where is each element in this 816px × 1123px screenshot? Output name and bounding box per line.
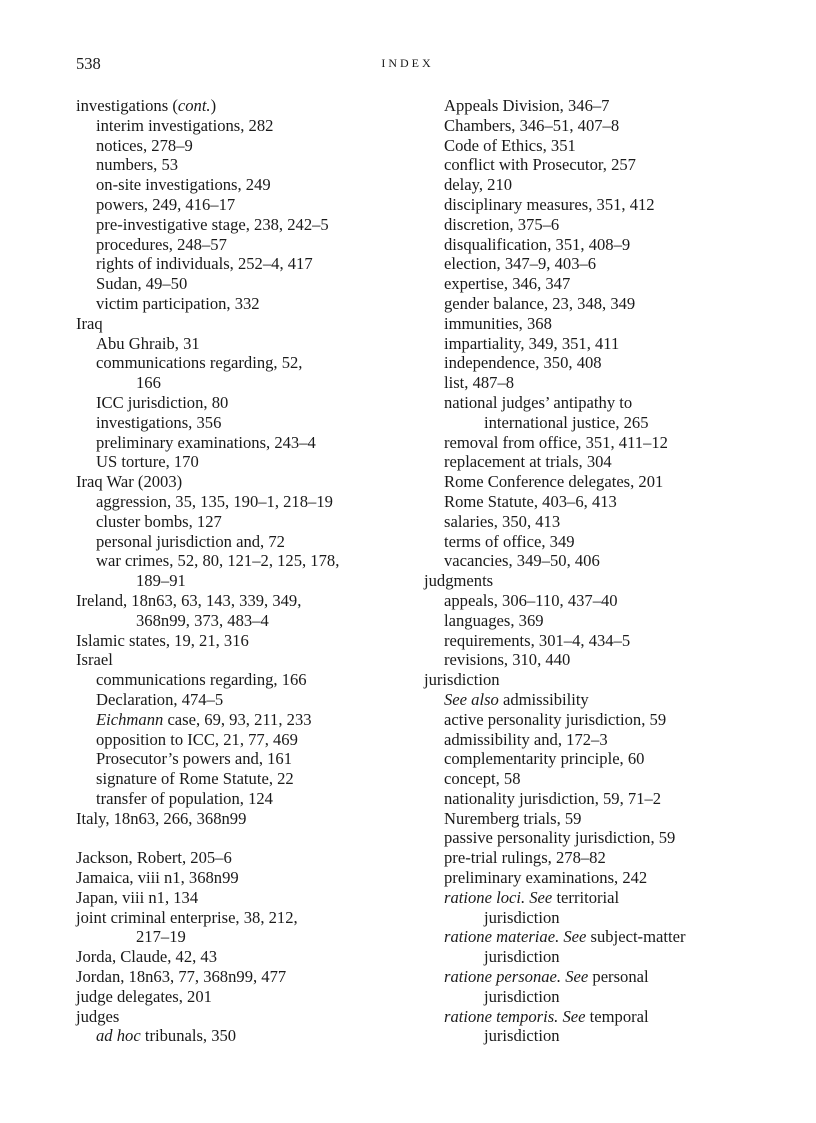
index-subentry: Prosecutor’s powers and, 161 xyxy=(96,749,293,769)
page-number: 538 xyxy=(76,54,101,73)
index-subentry: Eichmann case, 69, 93, 211, 233 xyxy=(96,709,312,729)
index-subentry: Abu Ghraib, 31 xyxy=(96,333,200,353)
index-subentry: communications regarding, 166 xyxy=(96,670,307,690)
index-subentry: Chambers, 346–51, 407–8 xyxy=(444,115,620,135)
index-subentry: revisions, 310, 440 xyxy=(444,650,571,670)
index-subentry: war crimes, 52, 80, 121–2, 125, 178, xyxy=(96,551,340,571)
index-subentry: conflict with Prosecutor, 257 xyxy=(444,155,636,175)
index-subentry: delay, 210 xyxy=(444,175,513,195)
index-subentry: independence, 350, 408 xyxy=(444,353,602,373)
index-heading: Jordan, 18n63, 77, 368n99, 477 xyxy=(76,967,287,987)
index-heading: Iraq xyxy=(76,313,103,333)
index-subentry: on-site investigations, 249 xyxy=(96,175,271,195)
index-subentry: list, 487–8 xyxy=(444,373,515,393)
index-subentry: cluster bombs, 127 xyxy=(96,511,222,531)
index-heading: Ireland, 18n63, 63, 143, 339, 349, xyxy=(76,590,302,610)
index-subentry: See also admissibility xyxy=(444,689,589,709)
index-heading: judgments xyxy=(424,571,494,591)
index-heading: Japan, viii n1, 134 xyxy=(76,887,199,907)
index-subentry: requirements, 301–4, 434–5 xyxy=(444,630,631,650)
running-head: INDEX xyxy=(381,56,434,70)
index-subentry: ad hoc tribunals, 350 xyxy=(96,1026,237,1046)
index-subentry: election, 347–9, 403–6 xyxy=(444,254,597,274)
index-subentry: ratione temporis. See temporal xyxy=(444,1006,649,1026)
index-continuation: international justice, 265 xyxy=(484,412,649,432)
index-subentry: aggression, 35, 135, 190–1, 218–19 xyxy=(96,491,333,511)
index-subentry: passive personality jurisdiction, 59 xyxy=(444,828,676,848)
index-subentry: gender balance, 23, 348, 349 xyxy=(444,293,636,313)
index-subentry: communications regarding, 52, xyxy=(96,353,303,373)
index-heading: joint criminal enterprise, 38, 212, xyxy=(76,907,298,927)
index-subentry: transfer of population, 124 xyxy=(96,788,273,808)
index-heading: investigations (cont.) xyxy=(76,96,217,115)
index-subentry: national judges’ antipathy to xyxy=(444,392,633,412)
index-continuation: 217–19 xyxy=(136,927,186,947)
index-subentry: impartiality, 349, 351, 411 xyxy=(444,333,620,353)
index-subentry: ratione materiae. See subject-matter xyxy=(444,927,686,947)
index-subentry: numbers, 53 xyxy=(96,155,179,175)
index-subentry: ratione loci. See territorial xyxy=(444,887,620,907)
index-subentry: complementarity principle, 60 xyxy=(444,749,645,769)
index-heading: Islamic states, 19, 21, 316 xyxy=(76,630,249,650)
index-subentry: Appeals Division, 346–7 xyxy=(444,96,610,115)
index-subentry: pre-investigative stage, 238, 242–5 xyxy=(96,214,329,234)
index-subentry: powers, 249, 416–17 xyxy=(96,194,236,214)
index-subentry: terms of office, 349 xyxy=(444,531,575,551)
index-continuation: 368n99, 373, 483–4 xyxy=(136,610,269,630)
index-subentry: signature of Rome Statute, 22 xyxy=(96,769,294,789)
index-subentry: Rome Conference delegates, 201 xyxy=(444,472,664,492)
index-subentry: preliminary examinations, 242 xyxy=(444,868,648,888)
index-subentry: concept, 58 xyxy=(444,769,521,789)
index-heading: Jorda, Claude, 42, 43 xyxy=(76,947,218,967)
index-continuation: jurisdiction xyxy=(484,907,560,927)
index-subentry: Declaration, 474–5 xyxy=(96,689,224,709)
index-subentry: Nuremberg trials, 59 xyxy=(444,808,582,828)
index-heading: Iraq War (2003) xyxy=(76,472,183,492)
index-subentry: vacancies, 349–50, 406 xyxy=(444,551,600,571)
index-subentry: notices, 278–9 xyxy=(96,135,193,155)
index-subentry: rights of individuals, 252–4, 417 xyxy=(96,254,313,274)
section-gap xyxy=(76,828,406,848)
index-subentry: Sudan, 49–50 xyxy=(96,274,188,294)
index-subentry: disqualification, 351, 408–9 xyxy=(444,234,631,254)
index-subentry: languages, 369 xyxy=(444,610,544,630)
index-subentry: ratione personae. See personal xyxy=(444,967,649,987)
page-header xyxy=(76,54,739,78)
index-subentry: Rome Statute, 403–6, 413 xyxy=(444,491,617,511)
index-subentry: salaries, 350, 413 xyxy=(444,511,561,531)
index-subentry: interim investigations, 282 xyxy=(96,115,274,135)
index-subentry: ICC jurisdiction, 80 xyxy=(96,392,229,412)
index-subentry: procedures, 248–57 xyxy=(96,234,227,254)
index-subentry: active personality jurisdiction, 59 xyxy=(444,709,667,729)
index-subentry: preliminary examinations, 243–4 xyxy=(96,432,316,452)
index-heading: jurisdiction xyxy=(424,670,500,690)
index-subentry: personal jurisdiction and, 72 xyxy=(96,531,285,551)
index-subentry: nationality jurisdiction, 59, 71–2 xyxy=(444,788,662,808)
index-column-left xyxy=(76,96,406,1046)
index-heading: Jackson, Robert, 205–6 xyxy=(76,848,232,868)
index-subentry: investigations, 356 xyxy=(96,412,222,432)
index-continuation: 166 xyxy=(136,373,161,393)
index-heading: judge delegates, 201 xyxy=(76,986,212,1006)
index-continuation: jurisdiction xyxy=(484,986,560,1006)
index-subentry: Code of Ethics, 351 xyxy=(444,135,576,155)
index-subentry: admissibility and, 172–3 xyxy=(444,729,608,749)
index-subentry: pre-trial rulings, 278–82 xyxy=(444,848,606,868)
index-column-right xyxy=(424,96,754,1046)
index-subentry: removal from office, 351, 411–12 xyxy=(444,432,668,452)
index-subentry: discretion, 375–6 xyxy=(444,214,560,234)
index-subentry: appeals, 306–110, 437–40 xyxy=(444,590,618,610)
index-subentry: immunities, 368 xyxy=(444,313,552,333)
index-heading: judges xyxy=(76,1006,120,1026)
index-subentry: US torture, 170 xyxy=(96,452,199,472)
index-heading: Italy, 18n63, 266, 368n99 xyxy=(76,808,247,828)
index-subentry: expertise, 346, 347 xyxy=(444,274,571,294)
index-continuation: jurisdiction xyxy=(484,1026,560,1046)
index-subentry: opposition to ICC, 21, 77, 469 xyxy=(96,729,298,749)
index-subentry: disciplinary measures, 351, 412 xyxy=(444,194,655,214)
index-continuation: 189–91 xyxy=(136,571,186,591)
index-heading: Israel xyxy=(76,650,113,670)
index-subentry: replacement at trials, 304 xyxy=(444,452,612,472)
index-heading: Jamaica, viii n1, 368n99 xyxy=(76,868,239,888)
index-continuation: jurisdiction xyxy=(484,947,560,967)
index-subentry: victim participation, 332 xyxy=(96,293,260,313)
